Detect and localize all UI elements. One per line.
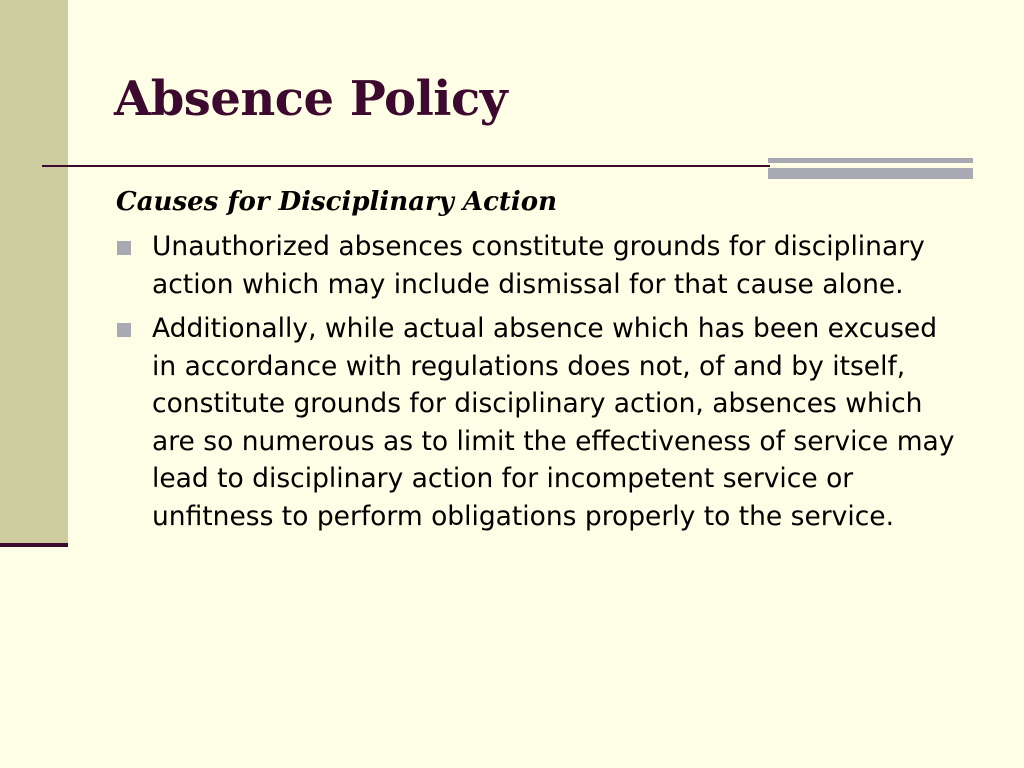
- left-decorative-band: [0, 0, 68, 545]
- bullet-text: Additionally, while actual absence which has been excused in accordance with regulations does not, of and by itself, constitute grounds for disciplinary action, absences which are so numerous as to limit the effectiveness of service may lead to disciplinary action for incompetent service or unfitness to perform obligations properly to the service.: [152, 313, 955, 532]
- slide-subtitle: Causes for Disciplinary Action: [116, 187, 558, 217]
- accent-bar-thick: [768, 168, 973, 179]
- bullet-item: [114, 310, 964, 535]
- slide-title: Absence Policy: [114, 71, 508, 127]
- left-band-rule: [0, 543, 68, 547]
- bullet-text: Unauthorized absences constitute grounds for disciplinary action which may include dismissal for that cause alone.: [152, 231, 925, 300]
- bullet-list: [114, 228, 964, 542]
- bullet-item: [114, 228, 964, 303]
- square-bullet-icon: [117, 241, 131, 255]
- accent-bar-thin: [768, 158, 973, 163]
- square-bullet-icon: [117, 323, 131, 337]
- title-underline-rule: [42, 165, 770, 167]
